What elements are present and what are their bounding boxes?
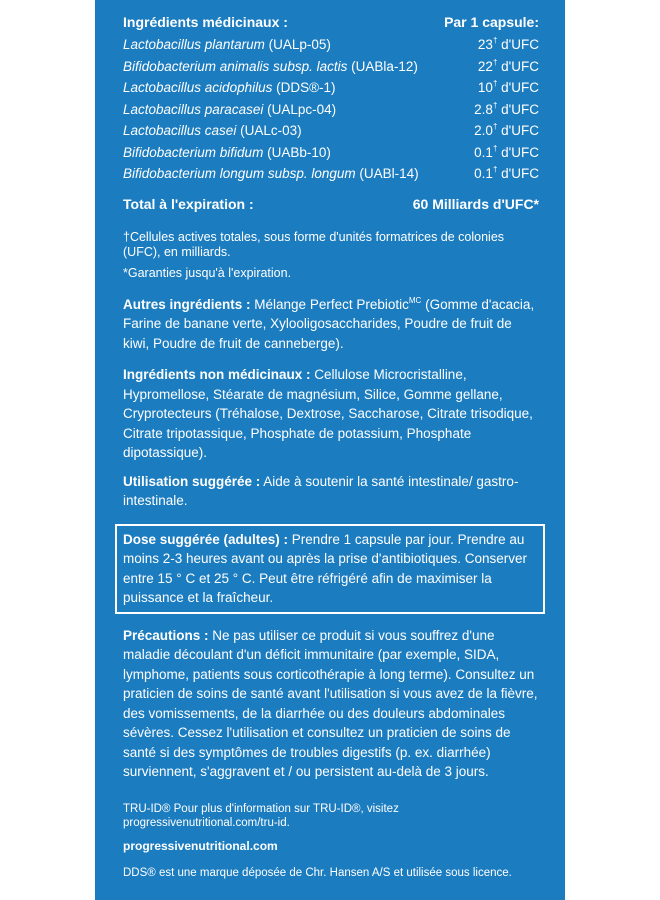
dose-label: Dose suggérée (adultes) : bbox=[123, 531, 289, 547]
precautions bbox=[123, 626, 539, 782]
ingredients-header bbox=[123, 12, 539, 34]
ingredient-amount: 2.0† d'UFC bbox=[474, 122, 539, 138]
other-ingredients-text-before: Mélange Perfect Prebiotic bbox=[250, 296, 409, 312]
non-medicinal-label: Ingrédients non médicinaux : bbox=[123, 367, 311, 382]
ingredient-name: Lactobacillus acidophilus (DDS®-1) bbox=[123, 80, 336, 95]
ingredient-row bbox=[123, 56, 539, 78]
ingredient-row bbox=[123, 34, 539, 56]
ingredient-row bbox=[123, 142, 539, 164]
trademark-notice: DDS® est une marque déposée de Chr. Hansen A/S et utilisée sous licence. bbox=[123, 866, 512, 879]
label-panel bbox=[95, 0, 565, 900]
ingredient-name: Lactobacillus paracasei (UALpc-04) bbox=[123, 101, 337, 117]
ingredient-amount: 0.1† d'UFC bbox=[474, 143, 539, 160]
other-ingredients bbox=[123, 295, 539, 354]
ingredient-amount: 0.1† d'UFC bbox=[474, 165, 539, 181]
footnote-dagger: †Cellules actives totales, sous forme d'unités formatrices de colonies (UFC), en milliards. bbox=[123, 229, 505, 259]
ingredient-amount: 2.8† d'UFC bbox=[474, 100, 539, 117]
per-capsule-label: Par 1 capsule: bbox=[444, 14, 539, 30]
ingredient-list bbox=[123, 34, 539, 185]
total-value: 60 Milliards d'UFC* bbox=[412, 195, 539, 212]
ingredient-name: Bifidobacterium bifidum (UABb-10) bbox=[123, 144, 331, 160]
ingredient-name: Bifidobacterium longum subsp. longum (UABl-14) bbox=[123, 166, 419, 181]
label-content bbox=[123, 12, 539, 880]
ingredient-amount: 10† d'UFC bbox=[477, 79, 539, 95]
suggested-use-text: Aide à soutenir la santé intestinale/ gastro-intestinale. bbox=[123, 473, 519, 508]
website-link[interactable]: progressivenutritional.com bbox=[123, 838, 278, 853]
ingredient-row bbox=[123, 120, 539, 142]
ingredient-name: Lactobacillus casei (UALc-03) bbox=[123, 123, 302, 138]
ingredient-amount: 22† d'UFC bbox=[477, 57, 539, 74]
ingredient-row bbox=[123, 163, 539, 185]
ingredient-amount: 23† d'UFC bbox=[477, 36, 539, 52]
footnote-asterisk: *Garanties jusqu'à l'expiration. bbox=[123, 265, 292, 280]
precautions-label: Précautions : bbox=[123, 627, 209, 643]
dose-box bbox=[115, 524, 545, 614]
other-ingredients-label: Autres ingrédients : bbox=[123, 296, 251, 312]
trademark-sup: MC bbox=[408, 295, 422, 305]
non-medicinal-text: Cellulose Microcristalline, Hypromellose, Stéarate de magnésium, Silice, Gomme gellane, Cryprotecteurs (Tréhalose, Dextrose, Saccharose, Citrate trisodique, Citrate tripotassique, Phosphate de potassium, Phosphate dipotassique). bbox=[123, 367, 533, 460]
dose-text: Prendre 1 capsule par jour. Prendre au moins 2-3 heures avant ou après la prise d'antibiotiques. Conserver entre 15 ° C et 25 ° C. Peut être réfrigéré afin de maximiser la puissance et la fraîcheur. bbox=[123, 531, 528, 605]
truid-info: TRU-ID® Pour plus d'information sur TRU-ID®, visitez progressivenutritional.com/tru-id. bbox=[123, 802, 399, 829]
ingredient-name: Bifidobacterium animalis subsp. lactis (UABla-12) bbox=[123, 58, 418, 74]
non-medicinal-ingredients bbox=[123, 365, 539, 463]
other-ingredients-text-after: (Gomme d'acacia, Farine de banane verte, Xylooligosaccharides, Poudre de fruit de kiwi, Poudre de fruit de canneberge). bbox=[123, 296, 535, 351]
suggested-use bbox=[123, 472, 539, 511]
ingredient-name: Lactobacillus plantarum (UALp-05) bbox=[123, 37, 331, 52]
ingredient-row bbox=[123, 77, 539, 99]
total-label: Total à l'expiration : bbox=[123, 195, 254, 212]
total-row bbox=[123, 194, 539, 216]
ingredient-row bbox=[123, 99, 539, 121]
suggested-use-label: Utilisation suggérée : bbox=[123, 473, 261, 489]
ingredients-header-label: Ingrédients médicinaux : bbox=[123, 14, 288, 30]
precautions-text: Ne pas utiliser ce produit si vous souffrez d'une maladie découlant d'un déficit immunitaire (par exemple, SIDA, lymphome, patients sous corticothérapie à long terme). Consultez un praticien de soins de santé avant l'utilisation si vous avez de la fièvre, des vomissements, de la diarrhée ou des douleurs abdominales sévères. Cessez l'utilisation et consultez un praticien de soins de santé si des symptômes de troubles digestifs (p. ex. diarrhée) surviennent, s'aggravent et / ou persistent au-delà de 3 jours. bbox=[123, 627, 538, 779]
